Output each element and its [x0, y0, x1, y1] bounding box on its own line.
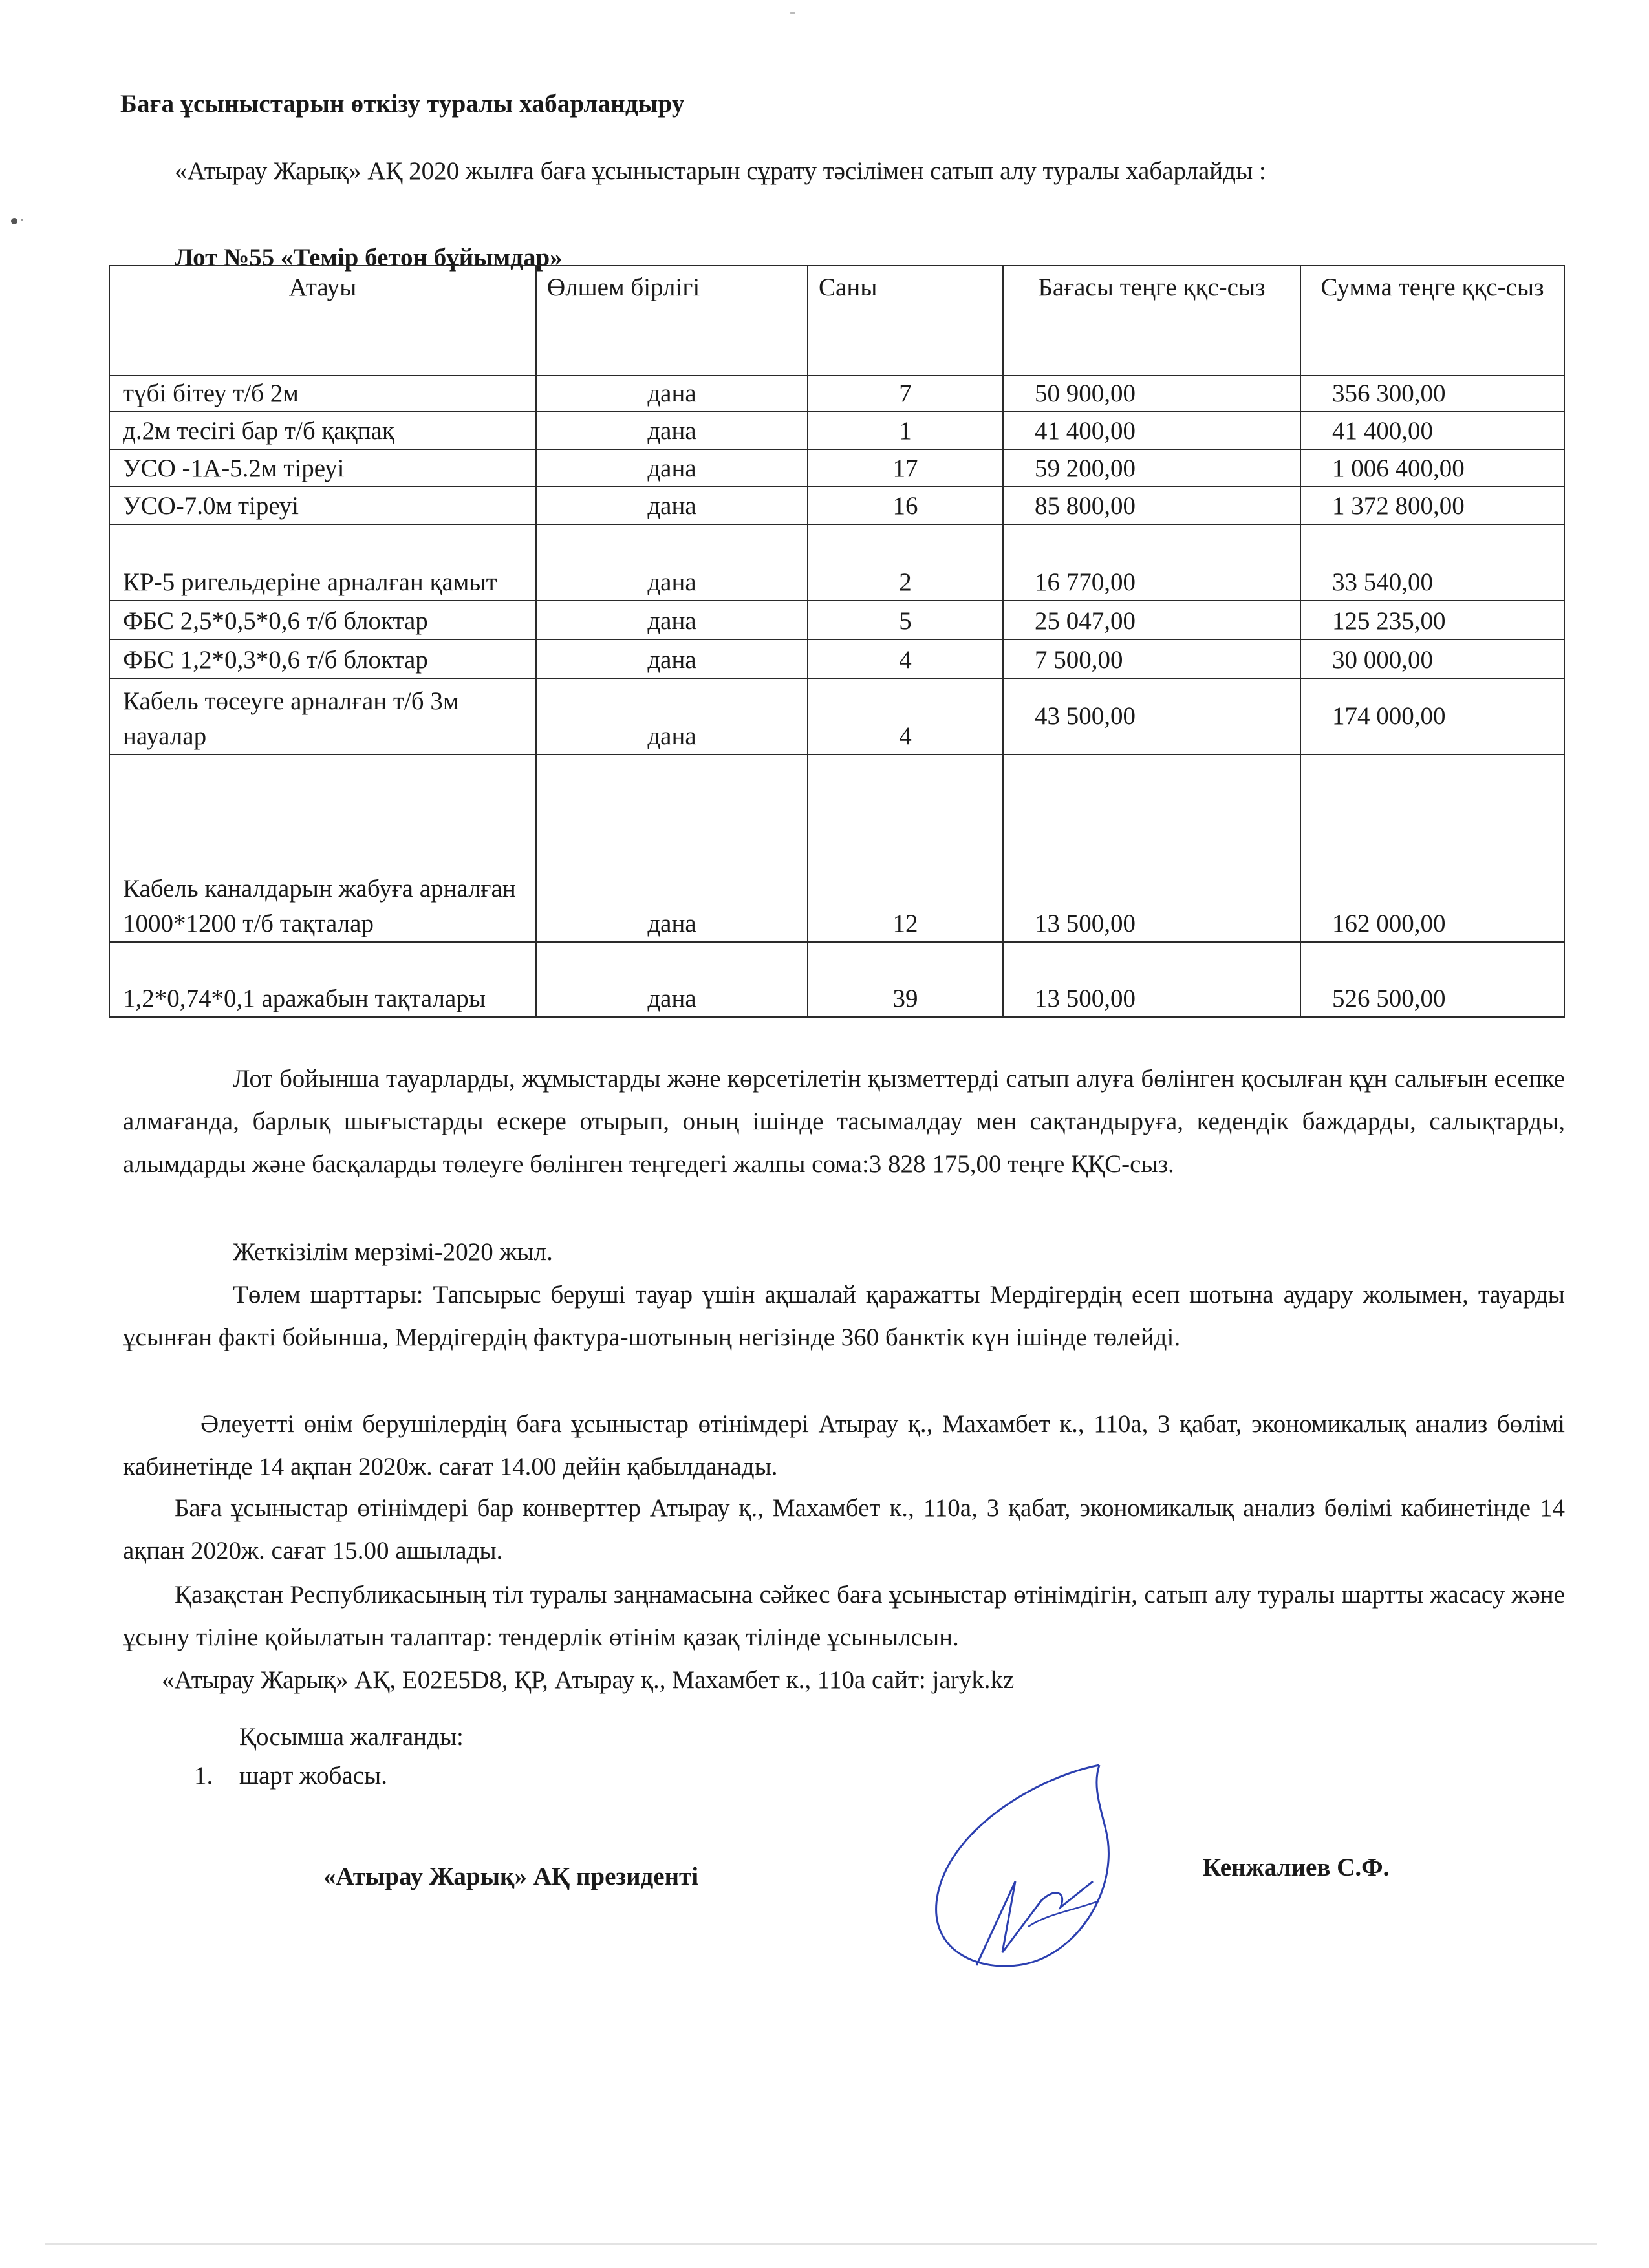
- cell-name: УСО -1А-5.2м тіреуі: [109, 449, 536, 487]
- cell-sum: 41 400,00: [1300, 412, 1564, 449]
- scan-mark-icon: [9, 216, 28, 225]
- cell-qty: 2: [808, 524, 1003, 601]
- cell-price: 41 400,00: [1003, 412, 1300, 449]
- document-title: Баға ұсыныстарын өткізу туралы хабарландыру: [120, 90, 685, 118]
- cell-name: түбі бітеу т/б 2м: [109, 376, 536, 412]
- table-row: [109, 487, 1564, 524]
- header-qty: Саны: [808, 266, 1003, 376]
- cell-name: д.2м тесігі бар т/б қақпақ: [109, 412, 536, 449]
- cell-unit: дана: [536, 754, 808, 942]
- cell-unit: дана: [536, 524, 808, 601]
- scan-edge-line: [45, 2243, 1597, 2245]
- attachment-label: Қосымша жалғанды:: [239, 1723, 464, 1751]
- cell-sum: 356 300,00: [1300, 376, 1564, 412]
- cell-unit: дана: [536, 449, 808, 487]
- cell-name: 1,2*0,74*0,1 аражабын тақталары: [109, 942, 536, 1017]
- delivery-paragraph: Жеткізілім мерзімі-2020 жыл.: [233, 1238, 553, 1266]
- table-row: [109, 601, 1564, 639]
- table-row: [109, 524, 1564, 601]
- cell-qty: 39: [808, 942, 1003, 1017]
- header-unit: Өлшем бірлігі: [536, 266, 808, 376]
- cell-unit: дана: [536, 678, 808, 754]
- scan-speck: [790, 12, 795, 14]
- cell-sum: 33 540,00: [1300, 524, 1564, 601]
- cell-unit: дана: [536, 376, 808, 412]
- table-row: [109, 376, 1564, 412]
- cell-unit: дана: [536, 487, 808, 524]
- cell-qty: 12: [808, 754, 1003, 942]
- table-row: [109, 678, 1564, 754]
- cell-sum: 162 000,00: [1300, 754, 1564, 942]
- amount-paragraph: Лот бойынша тауарларды, жұмыстарды және көрсетілетін қызметтерді сатып алуға бөлінген қосылған құн салығын есепке алмағанда, барлық шығыстарды ескере отырып, оның ішінде тасымалдау мен сақтандыруға, кедендік баждарды, салықтарды, алымдарды және басқаларды төлеуге бөлінген теңгедегі жалпы сома:3 828 175,00 теңге ҚҚС-сыз.: [123, 1065, 1565, 1178]
- submission-paragraph: Әлеуетті өнім берушілердің баға ұсыныстар өтінімдері Атырау қ., Махамбет к., 110а, 3 қабат, экономикалық анализ бөлімі кабинетінде 14 ақпан 2020ж. сағат 14.00 дейін қабылданады.: [123, 1410, 1565, 1481]
- cell-price: 13 500,00: [1003, 754, 1300, 942]
- table-row: [109, 754, 1564, 942]
- cell-price: 50 900,00: [1003, 376, 1300, 412]
- lot-table: [109, 265, 1565, 1018]
- cell-qty: 16: [808, 487, 1003, 524]
- cell-qty: 5: [808, 601, 1003, 639]
- cell-price: 85 800,00: [1003, 487, 1300, 524]
- cell-price: 59 200,00: [1003, 449, 1300, 487]
- cell-sum: 174 000,00: [1300, 678, 1564, 754]
- cell-qty: 4: [808, 678, 1003, 754]
- cell-price: 13 500,00: [1003, 942, 1300, 1017]
- cell-unit: дана: [536, 601, 808, 639]
- header-sum: Сумма теңге ққс-сыз: [1300, 266, 1564, 376]
- address-line: «Атырау Жарық» АҚ, E02E5D8, ҚР, Атырау қ., Махамбет к., 110а сайт: jaryk.kz: [162, 1666, 1015, 1694]
- table-row: [109, 942, 1564, 1017]
- header-price: Бағасы теңге ққс-сыз: [1003, 266, 1300, 376]
- language-paragraph: Қазақстан Республикасының тіл туралы заңнамасына сәйкес баға ұсыныстар өтінімдігін, сатып алу туралы шартты жасасу және ұсыну тіліне қойылатын талаптар: тендерлік өтінім қазақ тілінде ұсынылсын.: [123, 1581, 1565, 1651]
- signatory-position: «Атырау Жарық» АҚ президенті: [323, 1863, 699, 1890]
- cell-sum: 526 500,00: [1300, 942, 1564, 1017]
- cell-sum: 125 235,00: [1300, 601, 1564, 639]
- cell-qty: 17: [808, 449, 1003, 487]
- list-item: [194, 1761, 387, 1790]
- cell-unit: дана: [536, 639, 808, 678]
- cell-name: КР-5 ригельдеріне арналған қамыт: [109, 524, 536, 601]
- cell-qty: 4: [808, 639, 1003, 678]
- intro-paragraph: «Атырау Жарық» АҚ 2020 жылға баға ұсыныстарын сұрату тәсілімен сатып алу туралы хабарлайды :: [175, 157, 1266, 185]
- cell-price: 16 770,00: [1003, 524, 1300, 601]
- cell-price: 43 500,00: [1003, 678, 1300, 754]
- attachment-list: [194, 1761, 387, 1790]
- cell-unit: дана: [536, 942, 808, 1017]
- table-row: [109, 449, 1564, 487]
- cell-name: ФБС 2,5*0,5*0,6 т/б блоктар: [109, 601, 536, 639]
- cell-price: 7 500,00: [1003, 639, 1300, 678]
- cell-sum: 1 372 800,00: [1300, 487, 1564, 524]
- opening-paragraph: Баға ұсыныстар өтінімдері бар конверттер Атырау қ., Махамбет к., 110а, 3 қабат, экономикалық анализ бөлімі кабинетінде 14 ақпан 2020ж. сағат 15.00 ашылады.: [123, 1494, 1565, 1565]
- cell-sum: 30 000,00: [1300, 639, 1564, 678]
- cell-qty: 7: [808, 376, 1003, 412]
- cell-name: Кабель төсеуге арналған т/б 3м науалар: [109, 678, 536, 754]
- cell-qty: 1: [808, 412, 1003, 449]
- signature-icon: [905, 1752, 1138, 1985]
- cell-name: Кабель каналдарын жабуға арналған 1000*1200 т/б тақталар: [109, 754, 536, 942]
- table-header-row: [109, 266, 1564, 376]
- list-item-number: 1.: [194, 1762, 213, 1790]
- lot-title: Лот №55 «Темір бетон бұйымдар»: [175, 244, 563, 272]
- cell-sum: 1 006 400,00: [1300, 449, 1564, 487]
- table-row: [109, 639, 1564, 678]
- signatory-name: Кенжалиев С.Ф.: [1203, 1854, 1390, 1881]
- cell-price: 25 047,00: [1003, 601, 1300, 639]
- cell-unit: дана: [536, 412, 808, 449]
- payment-paragraph: Төлем шарттары: Тапсырыс беруші тауар үшін ақшалай қаражатты Мердігердің есеп шотына аудару жолымен, тауарды ұсынған факті бойынша, Мердігердің фактура-шотының негізінде 360 банктік күн ішінде төлейді.: [123, 1281, 1565, 1351]
- list-item-text: шарт жобасы.: [239, 1762, 388, 1790]
- header-name: Атауы: [109, 266, 536, 376]
- cell-name: УСО-7.0м тіреуі: [109, 487, 536, 524]
- table-row: [109, 412, 1564, 449]
- cell-name: ФБС 1,2*0,3*0,6 т/б блоктар: [109, 639, 536, 678]
